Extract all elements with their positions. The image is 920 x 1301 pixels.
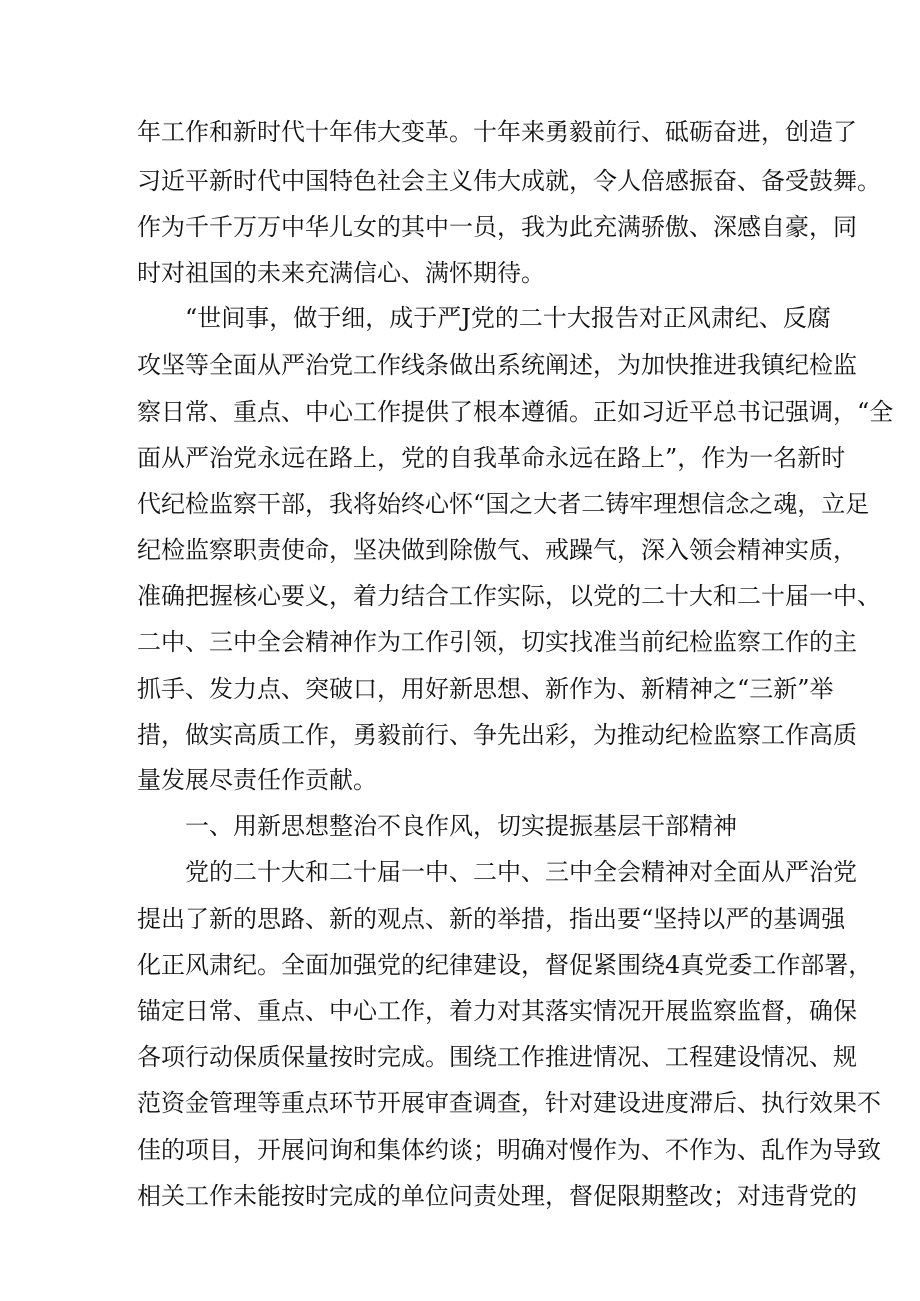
paragraph-2-line-11: 量发展尽责任作贡献。: [137, 766, 377, 794]
paragraph-2-line-9: 抓手、发力点、突破口，用好新思想、新作为、新精神之“三新”举: [137, 675, 834, 703]
section-heading-1: 一、用新思想整治不良作风，切实提振基层干部精神: [185, 812, 737, 840]
paragraph-3-line-3: 化正风肃纪。全面加强党的纪律建设，督促紧围绕4真党委工作部署，: [137, 951, 873, 979]
paragraph-1-line-3: 作为千千万万中华儿女的其中一员，我为此充满骄傲、深感自豪，同: [137, 213, 857, 241]
paragraph-2-line-10: 措，做实高质工作，勇毅前行、争先出彩，为推动纪检监察工作高质: [137, 721, 857, 749]
paragraph-2-line-8: 二中、三中全会精神作为工作引领，切实找准当前纪检监察工作的主: [137, 628, 857, 656]
paragraph-3-line-5: 各项行动保质保量按时完成。围绕工作推进情况、工程建设情况、规: [137, 1043, 857, 1071]
paragraph-3-line-4: 锚定日常、重点、中心工作，着力对其落实情况开展监察监督，确保: [137, 997, 857, 1025]
paragraph-2-line-2: 攻坚等全面从严治党工作线条做出系统阐述，为加快推进我镇纪检监: [137, 351, 857, 379]
paragraph-3-line-2: 提出了新的思路、新的观点、新的举措，指出要“坚持以严的基调强: [137, 905, 846, 933]
paragraph-2-line-1: “世间事，做于细，成于严J党的二十大报告对正风肃纪、反腐: [185, 304, 831, 332]
paragraph-2-line-6: 纪检监察职责使命，坚决做到除傲气、戒躁气，深入领会精神实质，: [137, 536, 857, 564]
paragraph-2-line-4: 面从严治党永远在路上，党的自我革命永远在路上”，作为一名新时: [137, 444, 846, 472]
paragraph-1-line-1: 年工作和新时代十年伟大变革。十年来勇毅前行、砥砺奋进，创造了: [137, 118, 857, 146]
paragraph-2-line-3: 察日常、重点、中心工作提供了根本遵循。正如习近平总书记强调，“全: [137, 398, 894, 426]
paragraph-3-line-7: 佳的项目，开展问询和集体约谈；明确对慢作为、不作为、乱作为导致: [137, 1136, 881, 1164]
paragraph-3-line-1: 党的二十大和二十届一中、二中、三中全会精神对全面从严治党: [185, 858, 857, 886]
paragraph-1-line-2: 习近平新时代中国特色社会主义伟大成就，令人倍感振奋、备受鼓舞。: [137, 167, 881, 195]
paragraph-3-line-6: 范资金管理等重点环节开展审查调查，针对建设进度滞后、执行效果不: [137, 1089, 881, 1117]
paragraph-2-line-7: 准确把握核心要义，着力结合工作实际，以党的二十大和二十届一中、: [137, 582, 881, 610]
paragraph-1-line-4: 时对祖国的未来充满信心、满怀期待。: [137, 259, 545, 287]
paragraph-3-line-8: 相关工作未能按时完成的单位问责处理，督促限期整改；对违背党的: [137, 1182, 857, 1210]
paragraph-2-line-5: 代纪检监察干部，我将始终心怀“国之大者二铸牢理想信念之魂，立足: [137, 490, 870, 518]
